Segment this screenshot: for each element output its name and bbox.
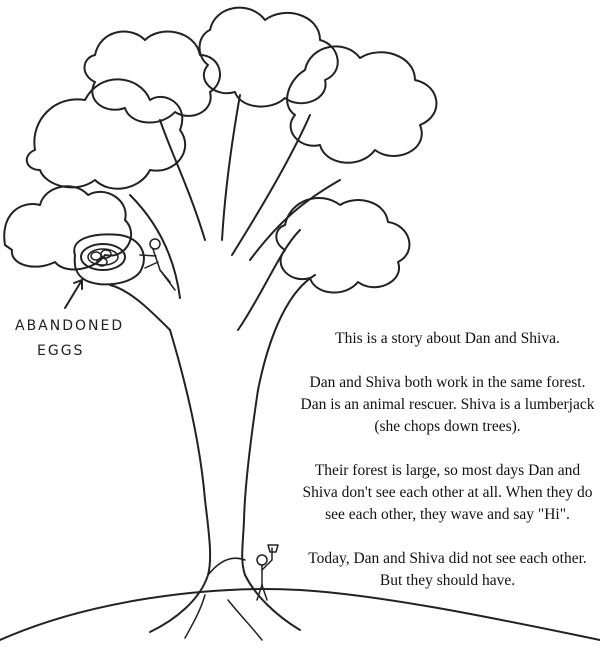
tree-foliage <box>27 79 185 188</box>
ground-line <box>0 589 600 640</box>
tree-foliage <box>200 8 338 107</box>
tree-root-line <box>208 558 245 575</box>
tree-branch <box>160 120 205 240</box>
tree-foliage <box>4 186 131 269</box>
story-text <box>300 328 595 592</box>
tree-foliage <box>276 198 409 293</box>
tree-branch <box>130 195 180 298</box>
dan-figure <box>140 239 175 290</box>
annotation-label: ABANDONED <box>15 318 125 334</box>
story-paragraph: This is a story about Dan and Shiva. <box>335 330 560 347</box>
egg-icon <box>101 250 111 258</box>
tree-hollow <box>74 234 144 284</box>
story-paragraph: Their forest is large, so most days Dan and Shiva don't see each other at all. When they do see each other, they wave and say "Hi". <box>302 462 593 523</box>
tree-branch <box>222 95 240 240</box>
tree-root-line <box>185 595 205 638</box>
story-paragraph: Dan and Shiva both work in the same forest. Dan is an animal rescuer. Shiva is a lumberjack (she chops down trees). <box>300 374 595 435</box>
arrow-icon <box>65 280 82 308</box>
annotation-label: EGGS <box>37 343 85 359</box>
story-paragraph: Today, Dan and Shiva did not see each other. But they should have. <box>308 550 587 589</box>
tree-branch <box>250 180 340 260</box>
tree-trunk-right <box>242 390 300 630</box>
tree-foliage <box>287 46 436 162</box>
tree-trunk-left <box>150 330 210 632</box>
tree-branch <box>238 230 300 330</box>
tree-root-line <box>228 600 262 640</box>
shiva-figure <box>257 545 278 600</box>
